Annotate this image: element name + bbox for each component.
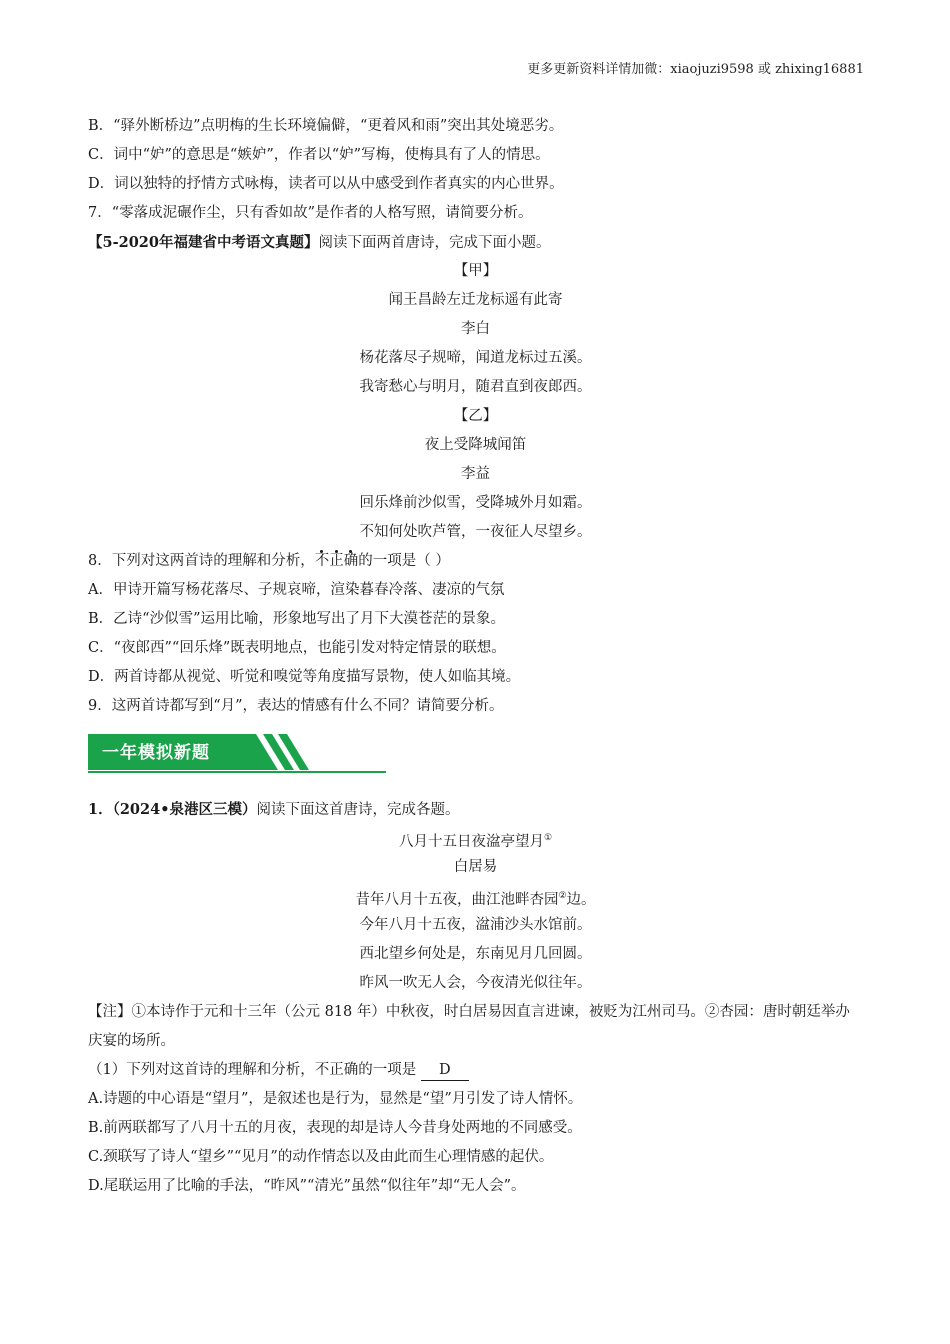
mock-question-text: 阅读下面这首唐诗，完成各题。 [256, 802, 460, 818]
answer-blank: D [421, 1060, 469, 1081]
question-8-suffix: 的一项是（ ） [358, 553, 450, 569]
poem-mark-yi: 【乙】 [453, 408, 498, 424]
option-line: D．词以独特的抒情方式咏梅，读者可以从中感受到作者真实的内心世界。 [88, 176, 564, 192]
question-7: 7．“零落成泥碾作尘，只有香如故”是作者的人格写照，请简要分析。 [88, 205, 533, 221]
poem-line: 杨花落尽子规啼，闻道龙标过五溪。 [359, 350, 592, 366]
option-line: A.诗题的中心语是“望月”，是叙述也是行为，显然是“望”月引发了诗人情怀。 [88, 1091, 583, 1107]
emphasis-char: 确 [343, 553, 359, 569]
option-line: A．甲诗开篇写杨花落尽、子规哀啼，渲染暮春冷落、凄凉的气氛 [88, 582, 505, 598]
footnote-marker: ① [543, 833, 553, 843]
option-line: D.尾联运用了比喻的手法，“昨风”“清光”虽然“似往年”却“无人会”。 [88, 1178, 526, 1194]
poem-mark-jia: 【甲】 [453, 263, 498, 279]
poem-title-jia: 闻王昌龄左迁龙标遥有此寄 [388, 292, 563, 308]
option-line: C.颈联写了诗人“望乡”“见月”的动作情态以及由此而生心理情感的起伏。 [88, 1149, 554, 1165]
poem-line-text: 边。 [566, 891, 596, 908]
option-line: B．“驿外断桥边”点明梅的生长环境偏僻，“更着风和雨”突出其处境恶劣。 [88, 118, 564, 134]
poem-line-text: 昔年八月十五夜，曲江池畔杏园 [355, 891, 559, 908]
option-line: C．词中“妒”的意思是“嫉妒”，作者以“妒”写梅，使梅具有了人的情思。 [88, 147, 550, 163]
header-note: 更多更新资料详情加微：xiaojuzi9598 或 zhixing16881 [527, 62, 864, 77]
question-8 [88, 547, 863, 576]
poem-line [88, 882, 863, 911]
poem-line: 今年八月十五夜，湓浦沙头水馆前。 [359, 917, 592, 933]
footnote-marker: ② [558, 891, 567, 901]
poem-line: 昨风一吹无人会，今夜清光似往年。 [359, 975, 592, 991]
option-line: B．乙诗“沙似雪”运用比喻，形象地写出了月下大漠苍茫的景象。 [88, 611, 505, 627]
poem-line: 回乐烽前沙似雪，受降城外月如霜。 [359, 495, 592, 511]
section-label: 【5-2020年福建省中考语文真题】 [88, 234, 319, 251]
question-9: 9．这两首诗都写到“月”，表达的情感有什么不同？请简要分析。 [88, 698, 504, 714]
poem-author-jia: 李白 [461, 321, 490, 337]
section-banner [88, 730, 388, 775]
section-text: 阅读下面两首唐诗，完成下面小题。 [318, 235, 551, 251]
option-line: C．“夜郎西”“回乐烽”既表明地点，也能引发对特定情景的联想。 [88, 640, 506, 656]
poem-line: 我寄愁心与明月，随君直到夜郎西。 [359, 379, 592, 395]
option-line: B.前两联都写了八月十五的月夜，表现的却是诗人今昔身处两地的不同感受。 [88, 1120, 582, 1136]
poem-author-yi: 李益 [461, 466, 490, 482]
emphasis-char: 正 [329, 553, 344, 569]
poem-title-yi: 夜上受降城闻笛 [424, 437, 527, 453]
banner-title: 一年模拟新题 [102, 743, 210, 763]
section-heading [88, 228, 863, 257]
mock-question-label: 1．（2024•泉港区三模） [88, 801, 257, 818]
poem-title-bai [88, 824, 863, 853]
sub-question-1 [88, 1056, 863, 1085]
question-8-prefix: 8．下列对这两首诗的理解和分析， [88, 553, 315, 569]
poem-title-text: 八月十五日夜湓亭望月 [398, 833, 544, 850]
poem-line: 不知何处吹芦管，一夜征人尽望乡。 [359, 524, 592, 540]
sub-question-text: （1）下列对这首诗的理解和分析，不正确的一项是 [88, 1062, 421, 1078]
poem-line: 西北望乡何处是，东南见月几回圆。 [359, 946, 592, 962]
poem-annotation: 【注】①本诗作于元和十三年（公元 818 年）中秋夜，时白居易因直言进谏，被贬为江州司马。②杏园：唐时朝廷举办庆宴的场所。 [88, 1004, 850, 1049]
emphasis-char: 不 [314, 553, 330, 569]
poem-author-bai: 白居易 [453, 859, 498, 875]
document-content [88, 112, 863, 1201]
option-line: D．两首诗都从视觉、听觉和嗅觉等角度描写景物，使人如临其境。 [88, 669, 521, 685]
mock-question-1 [88, 795, 863, 824]
